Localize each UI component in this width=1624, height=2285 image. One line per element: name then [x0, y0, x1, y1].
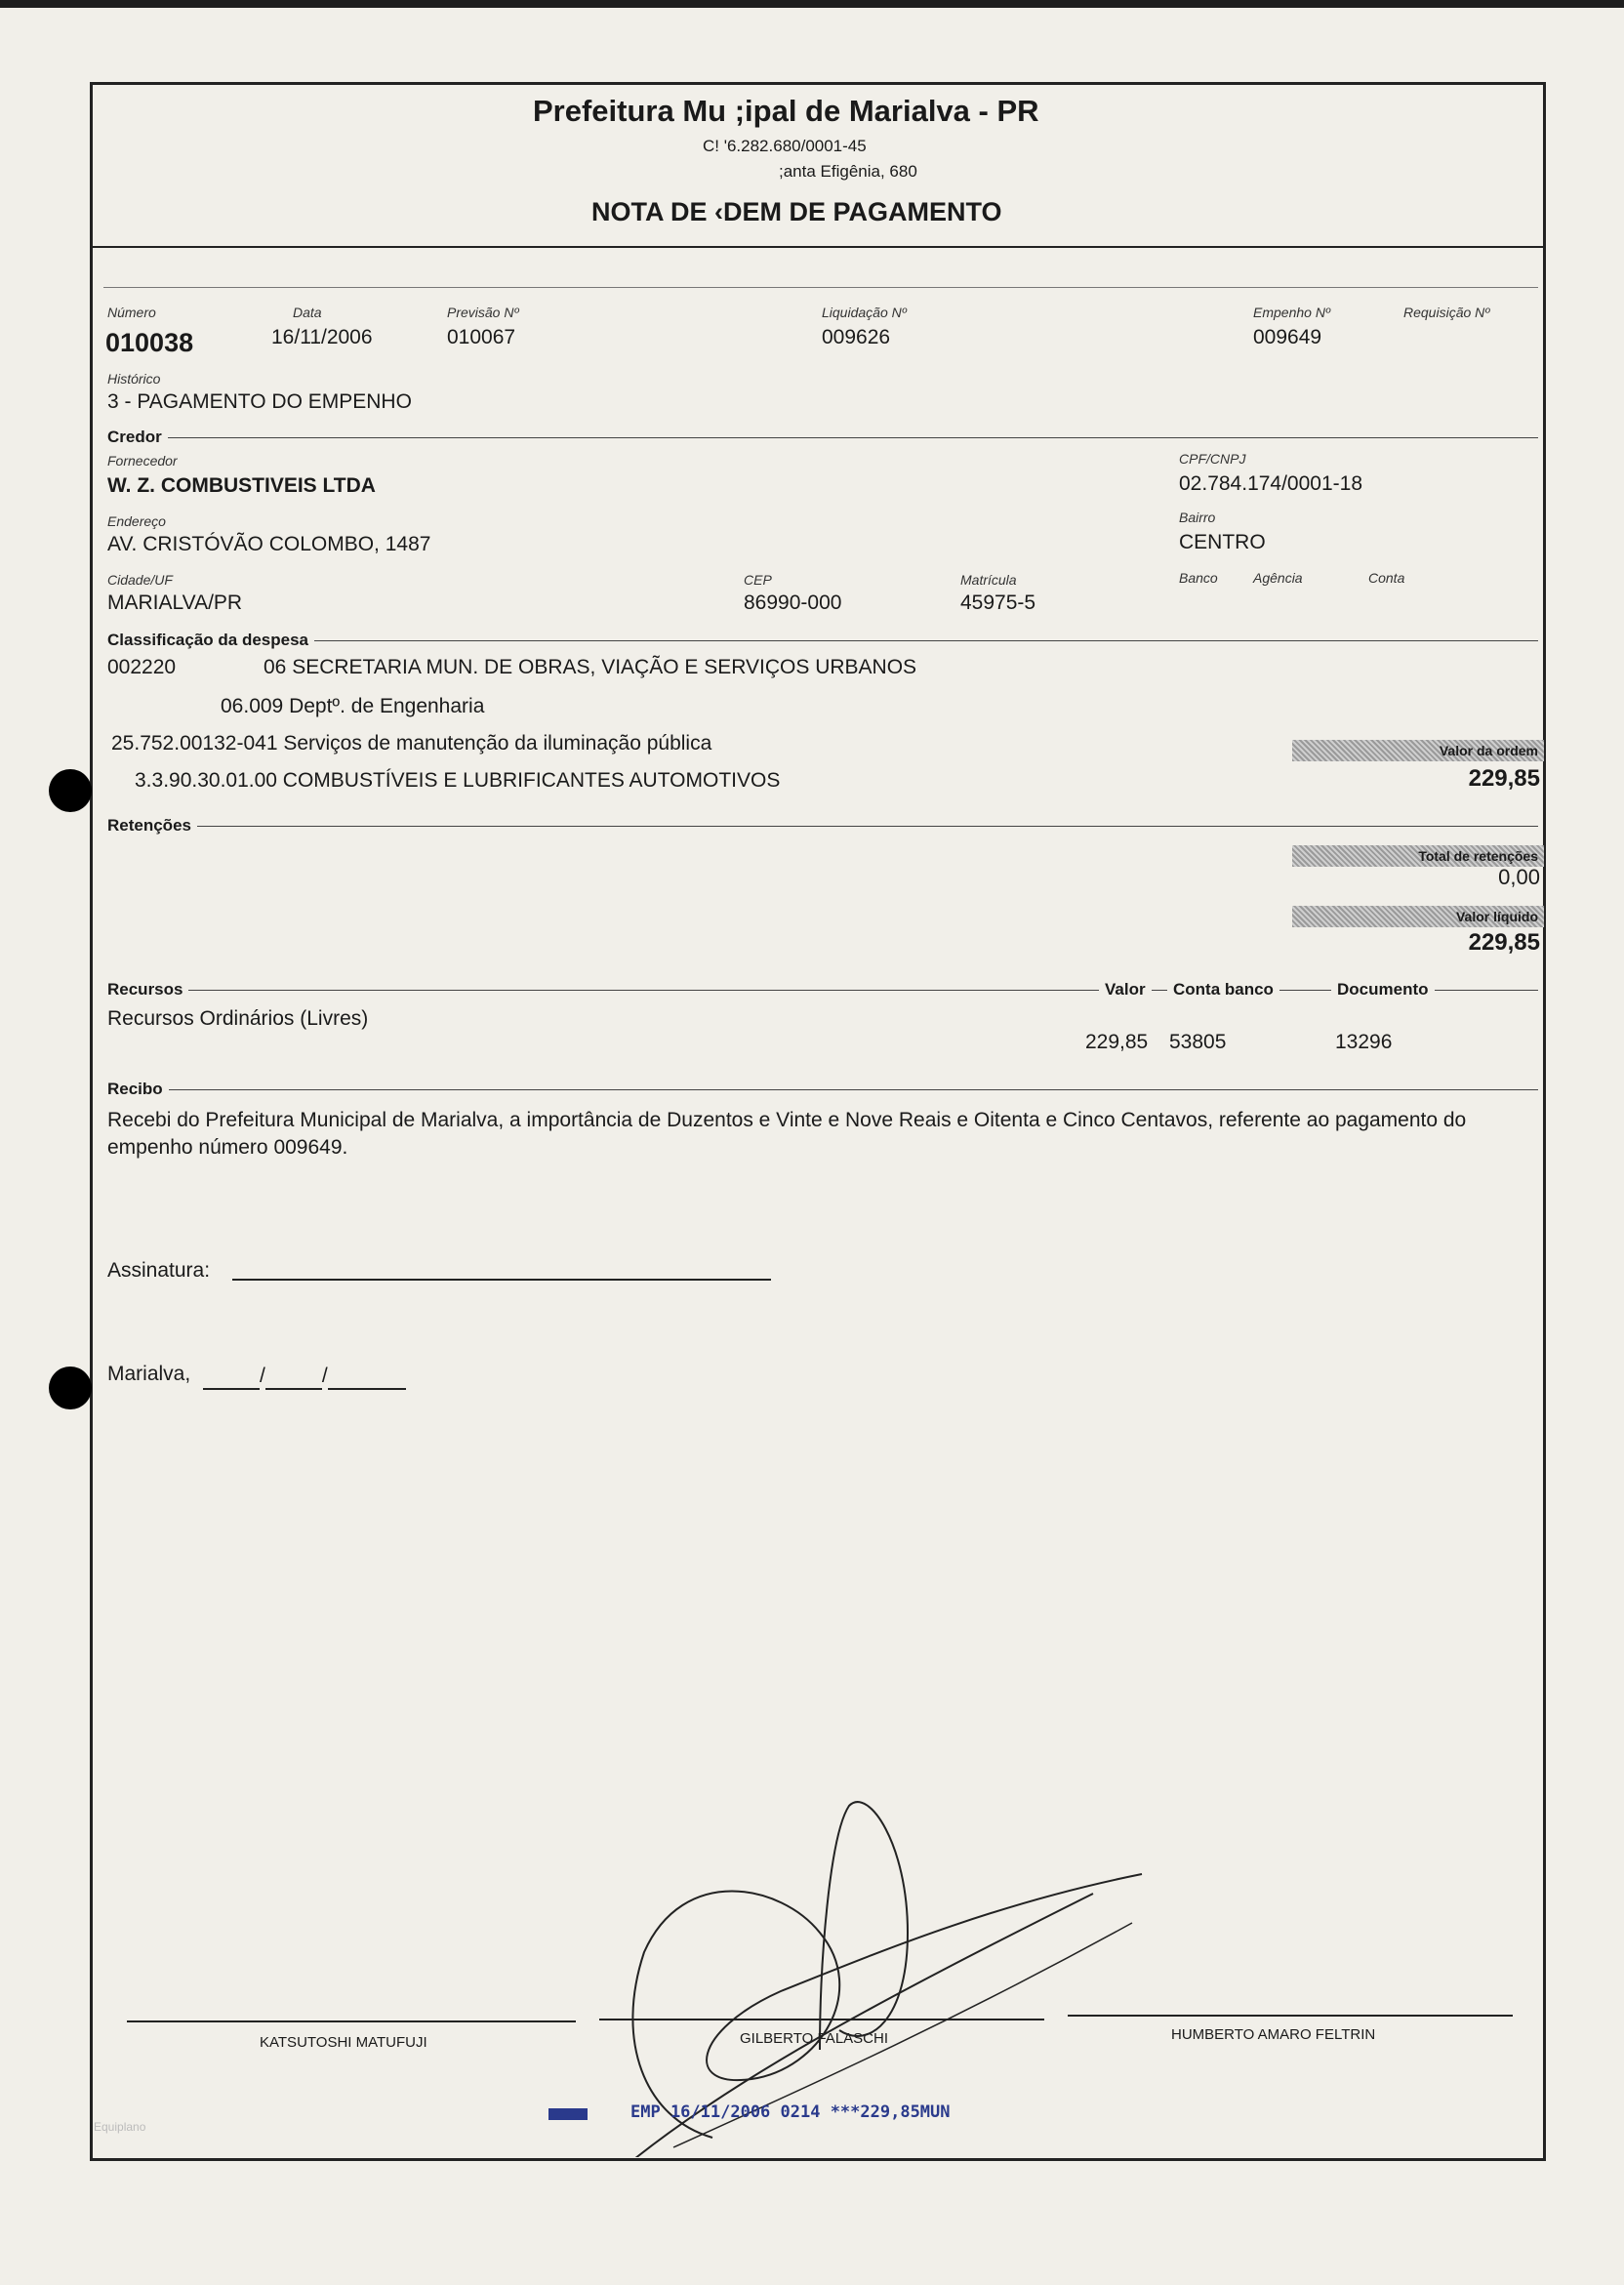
- bairro-value: CENTRO: [1179, 531, 1266, 553]
- signature-line-1: [127, 2020, 576, 2022]
- total-retencoes-label: Total de retenções: [1292, 845, 1544, 867]
- matricula-value: 45975-5: [960, 592, 1036, 614]
- classificacao-section-title: Classificação da despesa: [107, 631, 314, 650]
- bairro-label: Bairro: [1179, 510, 1216, 525]
- recursos-rule: [107, 990, 1538, 991]
- recursos-documento: 13296: [1335, 1031, 1393, 1053]
- fornecedor-value: W. Z. COMBUSTIVEIS LTDA: [107, 474, 376, 497]
- cnpj-line: C! '6.282.680/0001-45: [703, 137, 867, 155]
- empenho-value: 009649: [1253, 326, 1322, 348]
- data-value: 16/11/2006: [271, 326, 373, 348]
- matricula-label: Matrícula: [960, 572, 1017, 588]
- credor-rule: [107, 437, 1538, 438]
- recursos-documento-header: Documento: [1331, 980, 1435, 1000]
- fornecedor-label: Fornecedor: [107, 453, 178, 469]
- document-title: NOTA DE ‹DEM DE PAGAMENTO: [591, 197, 1002, 226]
- agencia-label: Agência: [1253, 570, 1303, 586]
- recursos-valor-header: Valor: [1099, 980, 1152, 1000]
- retencoes-section-title: Retenções: [107, 816, 197, 836]
- recibo-rule: [107, 1089, 1538, 1090]
- signatory-2: GILBERTO FALASCHI: [740, 2030, 888, 2047]
- programa-value: 25.752.00132-041 Serviços de manutenção da iluminação pública: [111, 732, 712, 755]
- header-separator: [90, 246, 1546, 248]
- secretaria-value: 06 SECRETARIA MUN. DE OBRAS, VIAÇÃO E SERVIÇOS URBANOS: [264, 656, 917, 678]
- historico-value: 3 - PAGAMENTO DO EMPENHO: [107, 390, 412, 413]
- previsao-value: 010067: [447, 326, 516, 348]
- recursos-valor: 229,85: [1085, 1031, 1149, 1053]
- recursos-descricao: Recursos Ordinários (Livres): [107, 1007, 369, 1030]
- numero-value: 010038: [105, 328, 194, 357]
- credor-section-title: Credor: [107, 428, 168, 447]
- liquidacao-label: Liquidação Nº: [822, 305, 907, 320]
- classificacao-code: 002220: [107, 656, 177, 678]
- departamento-value: 06.009 Deptº. de Engenharia: [221, 695, 485, 717]
- footer-small-text: Equiplano: [94, 2120, 146, 2134]
- previsao-label: Previsão Nº: [447, 305, 519, 320]
- punch-hole-bottom: [49, 1367, 92, 1409]
- valor-ordem-label: Valor da ordem: [1292, 740, 1544, 761]
- numero-label: Número: [107, 305, 156, 320]
- cep-value: 86990-000: [744, 592, 842, 614]
- total-retencoes-value: 0,00: [1498, 865, 1540, 889]
- banco-label: Banco: [1179, 570, 1218, 586]
- recibo-text: Recebi do Prefeitura Municipal de Marialva, a importância de Duzentos e Vinte e Nove Reais e Oitenta e Cinco Centavos, referente ao pagamento do empenho número 009649.: [107, 1109, 1467, 1159]
- signatory-3: HUMBERTO AMARO FELTRIN: [1171, 2026, 1376, 2043]
- cidade-value: MARIALVA/PR: [107, 592, 243, 614]
- page-title: Prefeitura Mu ;ipal de Marialva - PR: [533, 94, 1039, 128]
- punch-hole-top: [49, 769, 92, 812]
- info-top-rule: [103, 287, 1538, 288]
- recursos-conta-header: Conta banco: [1167, 980, 1279, 1000]
- historico-label: Histórico: [107, 371, 161, 387]
- elemento-value: 3.3.90.30.01.00 COMBUSTÍVEIS E LUBRIFICANTES AUTOMOTIVOS: [135, 769, 781, 792]
- classificacao-rule: [107, 640, 1538, 641]
- data-label: Data: [293, 305, 322, 320]
- assinatura-line: [232, 1279, 771, 1281]
- mechanical-stamp: EMP 16/11/2006 0214 ***229,85MUN: [630, 2102, 951, 2122]
- signatory-1: KATSUTOSHI MATUFUJI: [260, 2034, 427, 2051]
- date-slots: / /: [203, 1365, 406, 1390]
- requisicao-label: Requisição Nº: [1403, 305, 1490, 320]
- recursos-conta: 53805: [1169, 1031, 1227, 1053]
- liquidacao-value: 009626: [822, 326, 891, 348]
- scan-top-edge: [0, 0, 1624, 8]
- empenho-label: Empenho Nº: [1253, 305, 1331, 320]
- valor-ordem-value: 229,85: [1468, 765, 1540, 792]
- endereco-value: AV. CRISTÓVÃO COLOMBO, 1487: [107, 533, 431, 555]
- address-line: ;anta Efigênia, 680: [779, 162, 917, 181]
- valor-liquido-value: 229,85: [1468, 929, 1540, 956]
- valor-liquido-label: Valor líquido: [1292, 906, 1544, 927]
- cidade-label: Cidade/UF: [107, 572, 173, 588]
- handwritten-signature: [586, 1786, 1171, 2157]
- stamp-mark: [548, 2108, 588, 2120]
- recibo-section-title: Recibo: [107, 1080, 169, 1099]
- cpf-value: 02.784.174/0001-18: [1179, 472, 1363, 495]
- retencoes-rule: [107, 826, 1538, 827]
- endereco-label: Endereço: [107, 513, 166, 529]
- conta-label: Conta: [1368, 570, 1405, 586]
- assinatura-label: Assinatura:: [107, 1259, 211, 1282]
- cep-label: CEP: [744, 572, 772, 588]
- local-label: Marialva,: [107, 1363, 191, 1385]
- cpf-label: CPF/CNPJ: [1179, 451, 1246, 467]
- recursos-section-title: Recursos: [107, 980, 188, 1000]
